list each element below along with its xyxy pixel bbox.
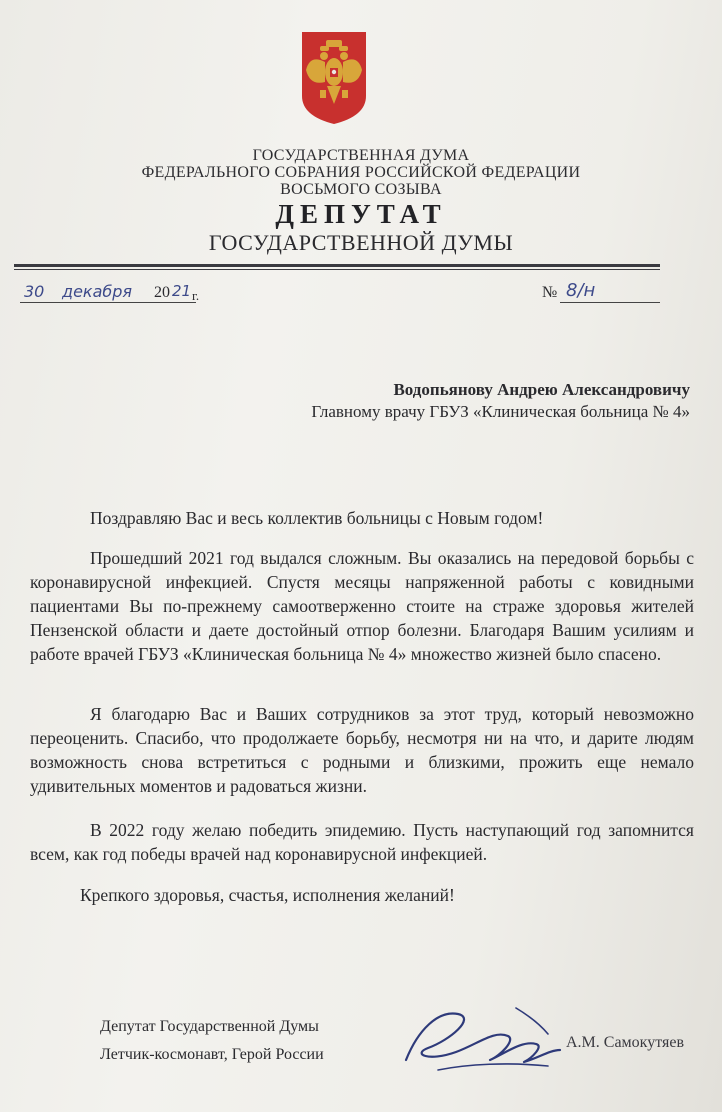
date-year-prefix: 20 xyxy=(154,284,170,301)
addressee-position: Главному врачу ГБУЗ «Клиническая больница № 4» xyxy=(311,402,690,421)
date-year-abbrev: г. xyxy=(192,288,200,303)
header-title: ДЕПУТАТ xyxy=(275,199,447,229)
header-line-2: ФЕДЕРАЛЬНОГО СОБРАНИЯ РОССИЙСКОЙ ФЕДЕРАЦИИ xyxy=(141,164,581,181)
number-underline xyxy=(560,302,660,303)
greeting-text: Поздравляю Вас и весь коллектив больницы с Новым годом! xyxy=(90,508,544,528)
signatory-name: А.М. Самокутяев xyxy=(566,1034,685,1051)
header-divider-thin xyxy=(14,269,660,270)
signatory-title-line-2: Летчик-космонавт, Герой России xyxy=(100,1046,324,1063)
date-day: 30 xyxy=(24,282,45,301)
date-underline xyxy=(20,302,196,303)
date-month: декабря xyxy=(62,282,133,301)
header-line-3: ВОСЬМОГО СОЗЫВА xyxy=(280,181,442,198)
handwritten-signature xyxy=(398,1000,568,1080)
body-paragraph-1 xyxy=(30,546,694,666)
document-number-label: № xyxy=(542,284,558,301)
paragraph-2-text: Я благодарю Вас и Ваших сотрудников за этот труд, который невозможно переоценить. Спасибо, что продолжаете борьбу, несмотря ни на что, и дарите людям возможность снова встретиться с родными и близкими, прожить еще немало удивительных моментов и радоваться жизни. xyxy=(30,704,694,796)
addressee-name: Водопьянову Андрею Александровичу xyxy=(393,380,690,399)
header-line-1: ГОСУДАРСТВЕННАЯ ДУМА xyxy=(252,147,470,164)
body-paragraph-2 xyxy=(30,702,694,798)
header-subtitle: ГОСУДАРСТВЕННОЙ ДУМЫ xyxy=(208,230,514,255)
header-divider-thick xyxy=(14,264,660,267)
signatory-title-line-1: Депутат Государственной Думы xyxy=(100,1018,319,1035)
coat-of-arms-emblem xyxy=(300,30,368,126)
greeting-paragraph xyxy=(30,506,694,530)
paragraph-1-text: Прошедший 2021 год выдался сложным. Вы оказались на передовой борьбы с коронавирусной инфекцией. Спустя месяцы напряженной работы с ковидными пациентами Вы по-прежнему самоотверженно стоите на страже здоровья жителей Пензенской области и даете достойный отпор болезни. Благодаря Вашим усилиям и работе врачей ГБУЗ «Клиническая больница № 4» множество жизней было спасено. xyxy=(30,548,694,664)
body-paragraph-3 xyxy=(30,818,694,866)
paragraph-3-text: В 2022 году желаю победить эпидемию. Пусть наступающий год запомнится всем, как год победы врачей над коронавирусной инфекцией. xyxy=(30,820,694,864)
closing-paragraph xyxy=(30,883,694,907)
closing-text: Крепкого здоровья, счастья, исполнения желаний! xyxy=(80,885,455,905)
date-year-suffix: 21 xyxy=(172,282,192,300)
document-number: 8/н xyxy=(566,280,596,301)
